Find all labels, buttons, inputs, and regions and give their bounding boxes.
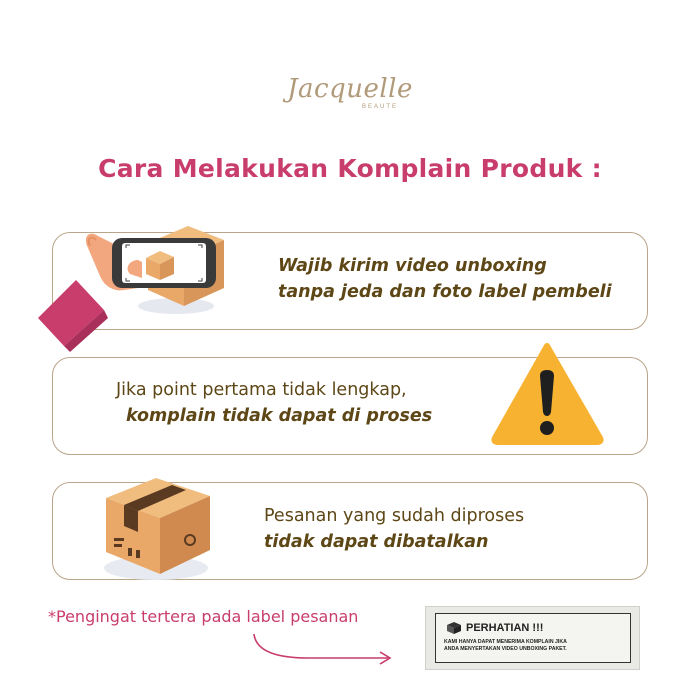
shipping-label-body-line-1: KAMI HANYA DAPAT MENERIMA KOMPLAIN JIKA — [444, 639, 567, 645]
brand-logo — [0, 74, 700, 110]
shipping-label-photo — [425, 606, 640, 670]
step-1-line-1: Wajib kirim video unboxing — [278, 256, 547, 276]
step-2-line-1: Jika point pertama tidak lengkap, — [116, 380, 407, 400]
shipping-label — [435, 613, 631, 663]
reminder-note: *Pengingat tertera pada label pesanan — [48, 607, 359, 626]
warning-icon — [490, 340, 605, 445]
step-2-line-2: komplain tidak dapat di proses — [126, 406, 433, 426]
arrow-right-icon — [248, 630, 398, 670]
box-warning-icon — [446, 621, 462, 635]
package-box-icon — [98, 468, 218, 586]
brand-name: Jacquelle — [287, 74, 413, 104]
step-3-line-2: tidak dapat dibatalkan — [264, 532, 489, 552]
shipping-label-body-line-2: ANDA MENYERTAKAN VIDEO UNBOXING PAKET. — [444, 646, 567, 652]
phone-recording-box-icon — [38, 218, 228, 353]
shipping-label-heading: PERHATIAN !!! — [466, 622, 544, 634]
shipping-label-body — [444, 639, 626, 653]
brand-sub: BEAUTE — [362, 104, 399, 110]
page-title: Cara Melakukan Komplain Produk : — [98, 154, 602, 183]
step-1-line-2: tanpa jeda dan foto label pembeli — [278, 282, 612, 302]
step-3-line-1: Pesanan yang sudah diproses — [264, 506, 525, 526]
